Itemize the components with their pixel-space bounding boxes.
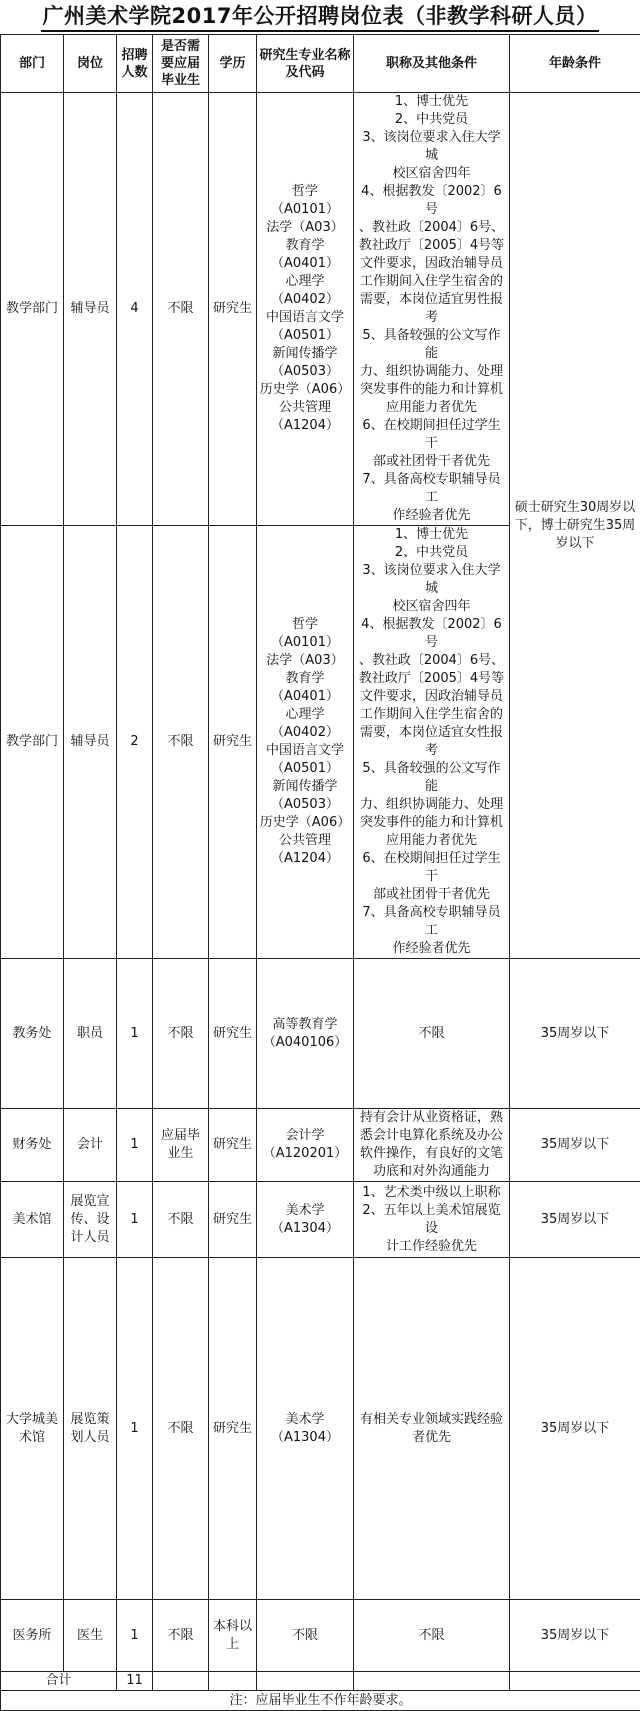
- cell-conditions-line: 1、博士优先: [356, 93, 507, 111]
- cell-conditions-line: 不限: [356, 1627, 507, 1645]
- cell-major-line: 新闻传播学: [259, 778, 351, 796]
- cell-dept: 财务处: [1, 1109, 64, 1182]
- cell-major-line: （A120201）: [259, 1145, 351, 1163]
- cell-major: [257, 1109, 354, 1182]
- cell-major-line: 心理学: [259, 273, 351, 291]
- cell-post: 辅导员: [64, 526, 117, 959]
- note-row: [1, 1691, 640, 1711]
- cell-major-line: 法学（A03）: [259, 652, 351, 670]
- cell-major-line: 美术学: [259, 1202, 351, 1220]
- cell-conditions-line: 校区宿舍四年: [356, 165, 507, 183]
- cell-major-line: 教育学: [259, 670, 351, 688]
- cell-major-line: （A1204）: [259, 417, 351, 435]
- cell-major-line: 哲学: [259, 616, 351, 634]
- cell-fresh-grad: 不限: [153, 93, 209, 526]
- cell-post: 展览宣传、设计人员: [64, 1182, 117, 1258]
- total-empty: [257, 1672, 354, 1691]
- header-row: [1, 35, 640, 93]
- cell-conditions: [354, 1109, 510, 1182]
- total-row: [1, 1672, 640, 1691]
- footnote: 注：应届毕业生不作年龄要求。: [1, 1691, 640, 1711]
- cell-conditions: [354, 526, 510, 959]
- cell-conditions-line: 应用能力者优先: [356, 399, 507, 417]
- cell-education: 研究生: [209, 526, 257, 959]
- cell-conditions-line: 7、具备高校专职辅导员工: [356, 904, 507, 940]
- cell-fresh-grad: 不限: [153, 1258, 209, 1600]
- cell-major-line: （A0101）: [259, 634, 351, 652]
- cell-major-line: 历史学（A06）: [259, 814, 351, 832]
- header-conditions: 职称及其他条件: [354, 35, 510, 93]
- cell-major-line: （A0402）: [259, 291, 351, 309]
- cell-dept: 教学部门: [1, 93, 64, 526]
- table-row: [1, 93, 640, 526]
- cell-fresh-grad: 不限: [153, 526, 209, 959]
- cell-dept: 教务处: [1, 959, 64, 1109]
- table-row: [1, 1182, 640, 1258]
- cell-dept: 美术馆: [1, 1182, 64, 1258]
- cell-conditions-line: 应用能力者优先: [356, 832, 507, 850]
- cell-conditions-line: 2、中共党员: [356, 111, 507, 129]
- cell-major-line: （A040106）: [259, 1034, 351, 1052]
- cell-age: 35周岁以下: [510, 1258, 640, 1600]
- cell-major: [257, 93, 354, 526]
- cell-post: 会计: [64, 1109, 117, 1182]
- header-major: 研究生专业名称及代码: [257, 35, 354, 93]
- header-dept: 部门: [1, 35, 64, 93]
- table-row: [1, 1600, 640, 1672]
- cell-count: 1: [117, 1600, 153, 1672]
- cell-conditions-line: 校区宿舍四年: [356, 598, 507, 616]
- cell-major-line: 哲学: [259, 183, 351, 201]
- header-post: 岗位: [64, 35, 117, 93]
- cell-post: 职员: [64, 959, 117, 1109]
- header-count: 招聘人数: [117, 35, 153, 93]
- cell-conditions-line: 需要，本岗位适宜女性报: [356, 724, 507, 742]
- cell-major-line: 会计学: [259, 1127, 351, 1145]
- cell-conditions-line: 2、五年以上美术馆展览设: [356, 1202, 507, 1238]
- cell-conditions-line: 、教社政〔2004〕6号、: [356, 652, 507, 670]
- total-empty: [153, 1672, 209, 1691]
- cell-conditions: [354, 93, 510, 526]
- cell-fresh-grad: 不限: [153, 1600, 209, 1672]
- cell-major-line: （A0101）: [259, 201, 351, 219]
- cell-conditions-line: 功底和对外沟通能力: [356, 1163, 507, 1181]
- cell-conditions-line: 教社政厅〔2005〕4号等: [356, 237, 507, 255]
- cell-post: 辅导员: [64, 93, 117, 526]
- cell-conditions-line: 部或社团骨干者优先: [356, 886, 507, 904]
- cell-conditions-line: 悉会计电算化系统及办公: [356, 1127, 507, 1145]
- cell-conditions-line: 不限: [356, 1025, 507, 1043]
- total-empty: [209, 1672, 257, 1691]
- cell-education: 研究生: [209, 1109, 257, 1182]
- cell-dept: 教学部门: [1, 526, 64, 959]
- cell-major-line: 新闻传播学: [259, 345, 351, 363]
- cell-conditions: [354, 1182, 510, 1258]
- cell-conditions-line: 3、该岗位要求入住大学城: [356, 562, 507, 598]
- cell-age: 35周岁以下: [510, 1182, 640, 1258]
- cell-major-line: 公共管理: [259, 399, 351, 417]
- cell-post: 展览策划人员: [64, 1258, 117, 1600]
- cell-conditions-line: 计工作经验优先: [356, 1238, 507, 1256]
- total-empty: [510, 1672, 640, 1691]
- cell-conditions-line: 考: [356, 742, 507, 760]
- cell-major-line: 历史学（A06）: [259, 381, 351, 399]
- cell-major-line: 教育学: [259, 237, 351, 255]
- cell-count: 1: [117, 1109, 153, 1182]
- cell-dept: 大学城美术馆: [1, 1258, 64, 1600]
- cell-conditions: [354, 1600, 510, 1672]
- table-row: [1, 959, 640, 1109]
- cell-major: [257, 1600, 354, 1672]
- header-fresh-grad: 是否需要应届毕业生: [153, 35, 209, 93]
- cell-education: 研究生: [209, 1182, 257, 1258]
- cell-conditions-line: 突发事件的能力和计算机: [356, 814, 507, 832]
- cell-conditions-line: 软件操作，有良好的文笔: [356, 1145, 507, 1163]
- cell-post: 医生: [64, 1600, 117, 1672]
- cell-dept: 医务所: [1, 1600, 64, 1672]
- cell-conditions-line: 需要，本岗位适宜男性报: [356, 291, 507, 309]
- cell-count: 2: [117, 526, 153, 959]
- cell-conditions-line: 2、中共党员: [356, 544, 507, 562]
- cell-conditions-line: 作经验者优先: [356, 507, 507, 525]
- cell-conditions: [354, 959, 510, 1109]
- cell-major-line: （A0402）: [259, 724, 351, 742]
- total-count: 11: [117, 1672, 153, 1691]
- cell-major-line: 法学（A03）: [259, 219, 351, 237]
- cell-conditions-line: 部或社团骨干者优先: [356, 453, 507, 471]
- positions-table: [0, 34, 640, 1711]
- cell-major-line: 不限: [259, 1627, 351, 1645]
- cell-major-line: 心理学: [259, 706, 351, 724]
- cell-conditions: [354, 1258, 510, 1600]
- cell-fresh-grad: 应届毕业生: [153, 1109, 209, 1182]
- cell-conditions-line: 6、在校期间担任过学生干: [356, 417, 507, 453]
- sheet-title: 广州美术学院2017年公开招聘岗位表（非教学科研人员）: [0, 0, 640, 34]
- cell-conditions-line: 1、艺术类中级以上职称: [356, 1184, 507, 1202]
- cell-major: [257, 1182, 354, 1258]
- cell-major-line: 中国语言文学: [259, 742, 351, 760]
- cell-conditions-line: 突发事件的能力和计算机: [356, 381, 507, 399]
- cell-major-line: （A1204）: [259, 850, 351, 868]
- cell-conditions-line: 5、具备较强的公文写作能: [356, 760, 507, 796]
- table-row: [1, 1109, 640, 1182]
- cell-count: 1: [117, 1258, 153, 1600]
- cell-count: 1: [117, 959, 153, 1109]
- cell-conditions-line: 者优先: [356, 1429, 507, 1447]
- cell-major-line: （A0501）: [259, 760, 351, 778]
- cell-major-line: （A1304）: [259, 1220, 351, 1238]
- cell-major: [257, 1258, 354, 1600]
- cell-major-line: 公共管理: [259, 832, 351, 850]
- cell-conditions-line: 5、具备较强的公文写作能: [356, 327, 507, 363]
- cell-conditions-line: 工作期间入住学生宿舍的: [356, 706, 507, 724]
- cell-major: [257, 526, 354, 959]
- cell-count: 4: [117, 93, 153, 526]
- cell-conditions-line: 教社政厅〔2005〕4号等: [356, 670, 507, 688]
- cell-conditions-line: 7、具备高校专职辅导员工: [356, 471, 507, 507]
- cell-conditions-line: 4、根据教发〔2002〕6号: [356, 616, 507, 652]
- cell-conditions-line: 考: [356, 309, 507, 327]
- cell-age: 35周岁以下: [510, 1109, 640, 1182]
- cell-conditions-line: 持有会计从业资格证，熟: [356, 1109, 507, 1127]
- cell-conditions-line: 力、组织协调能力、处理: [356, 363, 507, 381]
- cell-major-line: （A1304）: [259, 1429, 351, 1447]
- cell-age-shared: 硕士研究生30周岁以下，博士研究生35周岁以下: [510, 93, 640, 959]
- header-education: 学历: [209, 35, 257, 93]
- cell-education: 研究生: [209, 1258, 257, 1600]
- cell-age: 35周岁以下: [510, 959, 640, 1109]
- cell-education: 研究生: [209, 959, 257, 1109]
- cell-major-line: 中国语言文学: [259, 309, 351, 327]
- cell-age: 35周岁以下: [510, 1600, 640, 1672]
- cell-conditions-line: 6、在校期间担任过学生干: [356, 850, 507, 886]
- cell-fresh-grad: 不限: [153, 1182, 209, 1258]
- cell-conditions-line: 工作期间入住学生宿舍的: [356, 273, 507, 291]
- cell-conditions-line: 有相关专业领域实践经验: [356, 1411, 507, 1429]
- cell-conditions-line: 4、根据教发〔2002〕6号: [356, 183, 507, 219]
- cell-conditions-line: 作经验者优先: [356, 940, 507, 958]
- cell-major: [257, 959, 354, 1109]
- cell-major-line: （A0401）: [259, 255, 351, 273]
- cell-major-line: （A0501）: [259, 327, 351, 345]
- cell-major-line: 高等教育学: [259, 1016, 351, 1034]
- cell-conditions-line: 文件要求，因政治辅导员: [356, 688, 507, 706]
- cell-conditions-line: 、教社政〔2004〕6号、: [356, 219, 507, 237]
- cell-major-line: （A0503）: [259, 363, 351, 381]
- cell-education: 本科以上: [209, 1600, 257, 1672]
- cell-major-line: （A0503）: [259, 796, 351, 814]
- cell-count: 1: [117, 1182, 153, 1258]
- total-empty: [354, 1672, 510, 1691]
- cell-education: 研究生: [209, 93, 257, 526]
- table-row: [1, 1258, 640, 1600]
- header-age: 年龄条件: [510, 35, 640, 93]
- cell-conditions-line: 3、该岗位要求入住大学城: [356, 129, 507, 165]
- cell-conditions-line: 1、博士优先: [356, 526, 507, 544]
- cell-conditions-line: 力、组织协调能力、处理: [356, 796, 507, 814]
- cell-major-line: 美术学: [259, 1411, 351, 1429]
- total-label: 合计: [1, 1672, 117, 1691]
- cell-fresh-grad: 不限: [153, 959, 209, 1109]
- cell-conditions-line: 文件要求，因政治辅导员: [356, 255, 507, 273]
- cell-major-line: （A0401）: [259, 688, 351, 706]
